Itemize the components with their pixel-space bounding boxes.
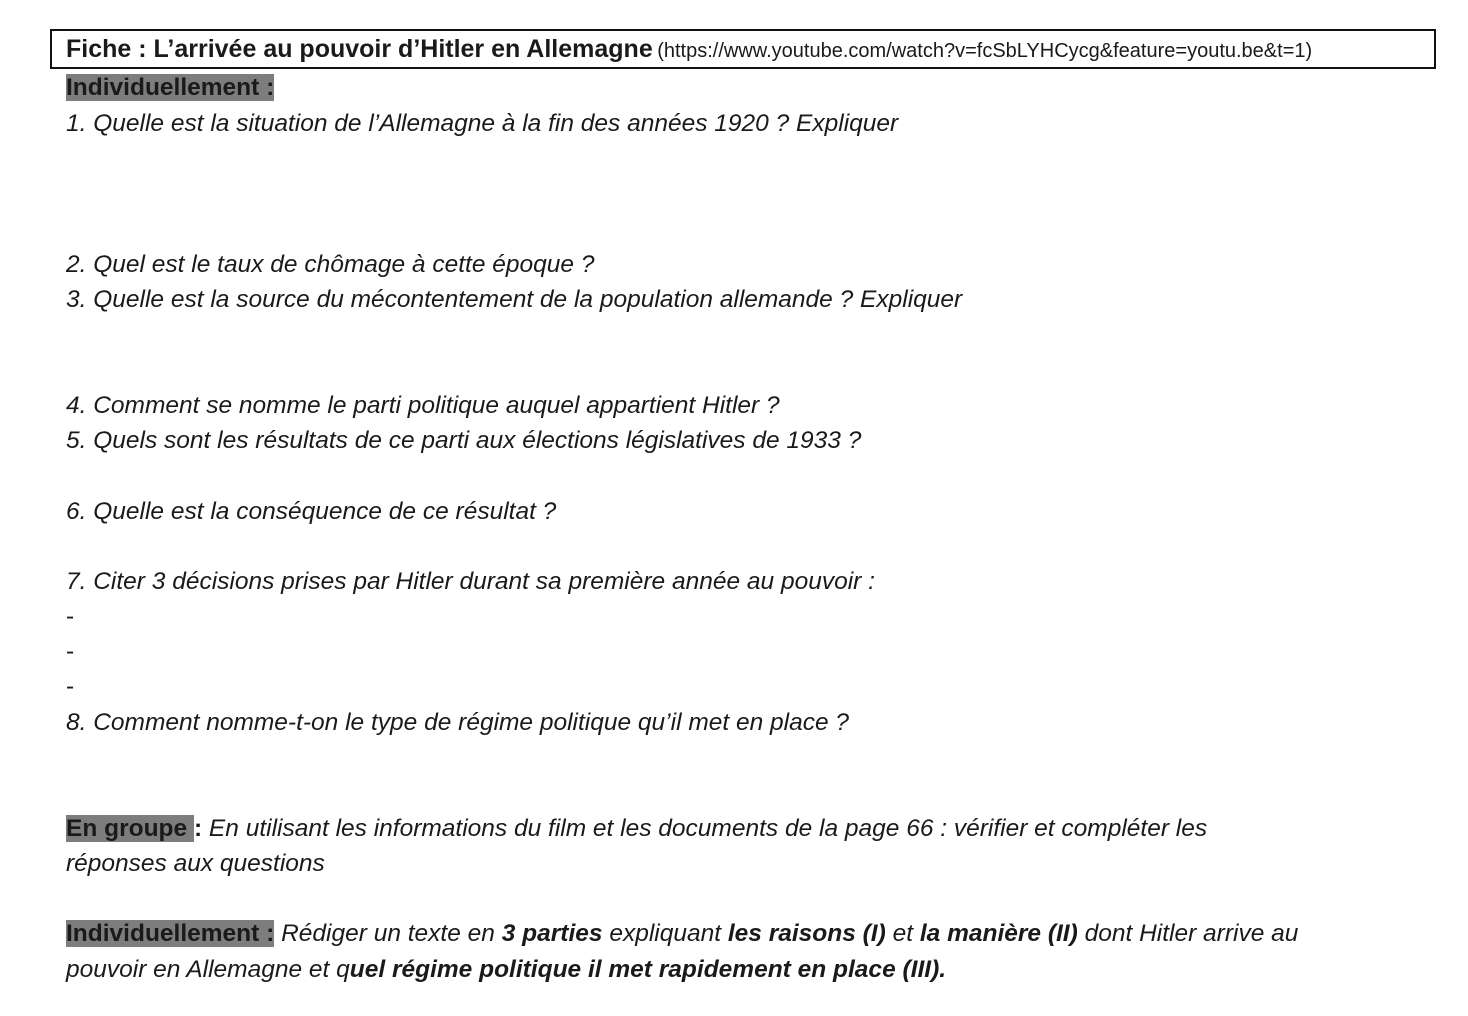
question-7: 7. Citer 3 décisions prises par Hitler durant sa première année au pouvoir :	[66, 568, 875, 595]
question-1: 1. Quelle est la situation de l’Allemagne à la fin des années 1920 ? Expliquer	[66, 110, 899, 137]
answer-dash-3: -	[66, 673, 75, 700]
answer-dash-2: -	[66, 638, 75, 665]
final-text-p1: Rédiger un texte en	[274, 920, 502, 947]
final-bold-reasons: les raisons (I)	[727, 920, 886, 947]
group-text-line2: réponses aux questions	[66, 850, 325, 877]
section-individual-label	[66, 72, 274, 104]
final-bold-regime: uel régime politique il met rapidement en place (III).	[349, 956, 947, 983]
question-3: 3. Quelle est la source du mécontentement de la population allemande ? Expliquer	[66, 286, 963, 313]
final-bold-parts: 3 parties	[501, 920, 603, 947]
final-label: Individuellement :	[66, 920, 275, 947]
final-instruction-line2	[66, 954, 946, 986]
question-5: 5. Quels sont les résultats de ce parti aux élections législatives de 1933 ?	[66, 427, 862, 454]
group-label: En groupe	[66, 815, 194, 842]
final-text-p5: pouvoir en Allemagne et q	[66, 956, 350, 983]
highlight-label: Individuellement :	[66, 74, 275, 101]
group-colon: :	[193, 815, 203, 842]
final-text-p4: dont Hitler arrive au	[1077, 920, 1299, 947]
group-instruction	[66, 813, 1207, 845]
question-2: 2. Quel est le taux de chômage à cette époque ?	[66, 251, 595, 278]
final-bold-manner: la manière (II)	[919, 920, 1078, 947]
question-8: 8. Comment nomme-t-on le type de régime politique qu’il met en place ?	[66, 709, 850, 736]
title-heading: Fiche : L’arrivée au pouvoir d’Hitler en Allemagne	[66, 35, 653, 63]
final-text-p2: expliquant	[602, 920, 728, 947]
question-4: 4. Comment se nomme le parti politique auquel appartient Hitler ?	[66, 392, 780, 419]
group-text-line1: En utilisant les informations du film et les documents de la page 66 : vérifier et compléter les	[202, 815, 1208, 842]
question-6: 6. Quelle est la conséquence de ce résultat ?	[66, 498, 557, 525]
final-text-p3: et	[885, 920, 920, 947]
document-title	[66, 34, 1312, 68]
answer-dash-1: -	[66, 603, 75, 630]
final-instruction-line1	[66, 918, 1298, 950]
video-url: (https://www.youtube.com/watch?v=fcSbLYHCycg&feature=youtu.be&t=1)	[657, 40, 1313, 62]
